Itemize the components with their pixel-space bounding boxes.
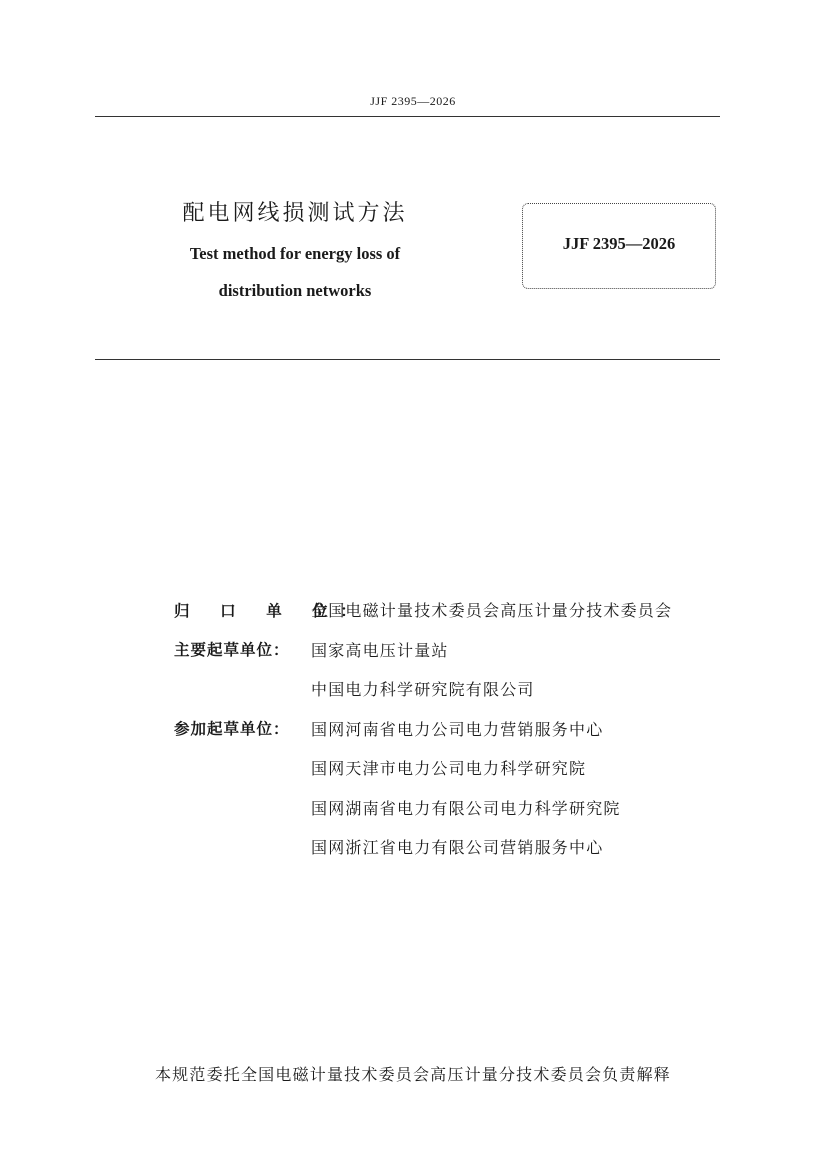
participating-drafter-row (174, 827, 734, 867)
standard-code-box (522, 203, 716, 289)
participating-drafter-row (174, 748, 734, 788)
participating-drafters-label: 参加起草单位： (174, 720, 290, 739)
title-chinese: 配电网线损测试方法 (182, 201, 408, 226)
main-drafter-2: 中国电力科学研究院有限公司 (311, 680, 535, 700)
standard-code: JJF 2395—2026 (562, 234, 676, 253)
responsible-unit-value: 全国电磁计量技术委员会高压计量分技术委员会 (311, 601, 673, 621)
participating-drafter-row (174, 788, 734, 828)
participating-drafter-1: 国网河南省电力公司电力营销服务中心 (311, 719, 604, 739)
title-english-line2: distribution networks (218, 281, 372, 300)
participating-drafter-4: 国网浙江省电力有限公司营销服务中心 (311, 838, 604, 858)
responsible-unit-label: 归 口 单 位： (174, 601, 369, 620)
participating-drafter-3: 国网湖南省电力有限公司电力科学研究院 (311, 798, 621, 818)
organizations-list (174, 590, 734, 867)
header-standard-code: JJF 2395—2026 (370, 94, 456, 108)
participating-drafter-row (174, 709, 734, 749)
title-english-line1: Test method for energy loss of (189, 244, 401, 263)
main-drafter-row (174, 669, 734, 709)
top-divider (95, 116, 720, 117)
interpretation-note: 本规范委托全国电磁计量技术委员会高压计量分技术委员会负责解释 (154, 1065, 671, 1084)
main-drafter-row (174, 630, 734, 670)
middle-divider (95, 359, 720, 360)
participating-drafter-2: 国网天津市电力公司电力科学研究院 (311, 759, 587, 779)
main-drafter-1: 国家高电压计量站 (311, 640, 449, 660)
responsible-unit-row (174, 590, 734, 630)
main-drafters-label: 主要起草单位： (174, 641, 290, 660)
